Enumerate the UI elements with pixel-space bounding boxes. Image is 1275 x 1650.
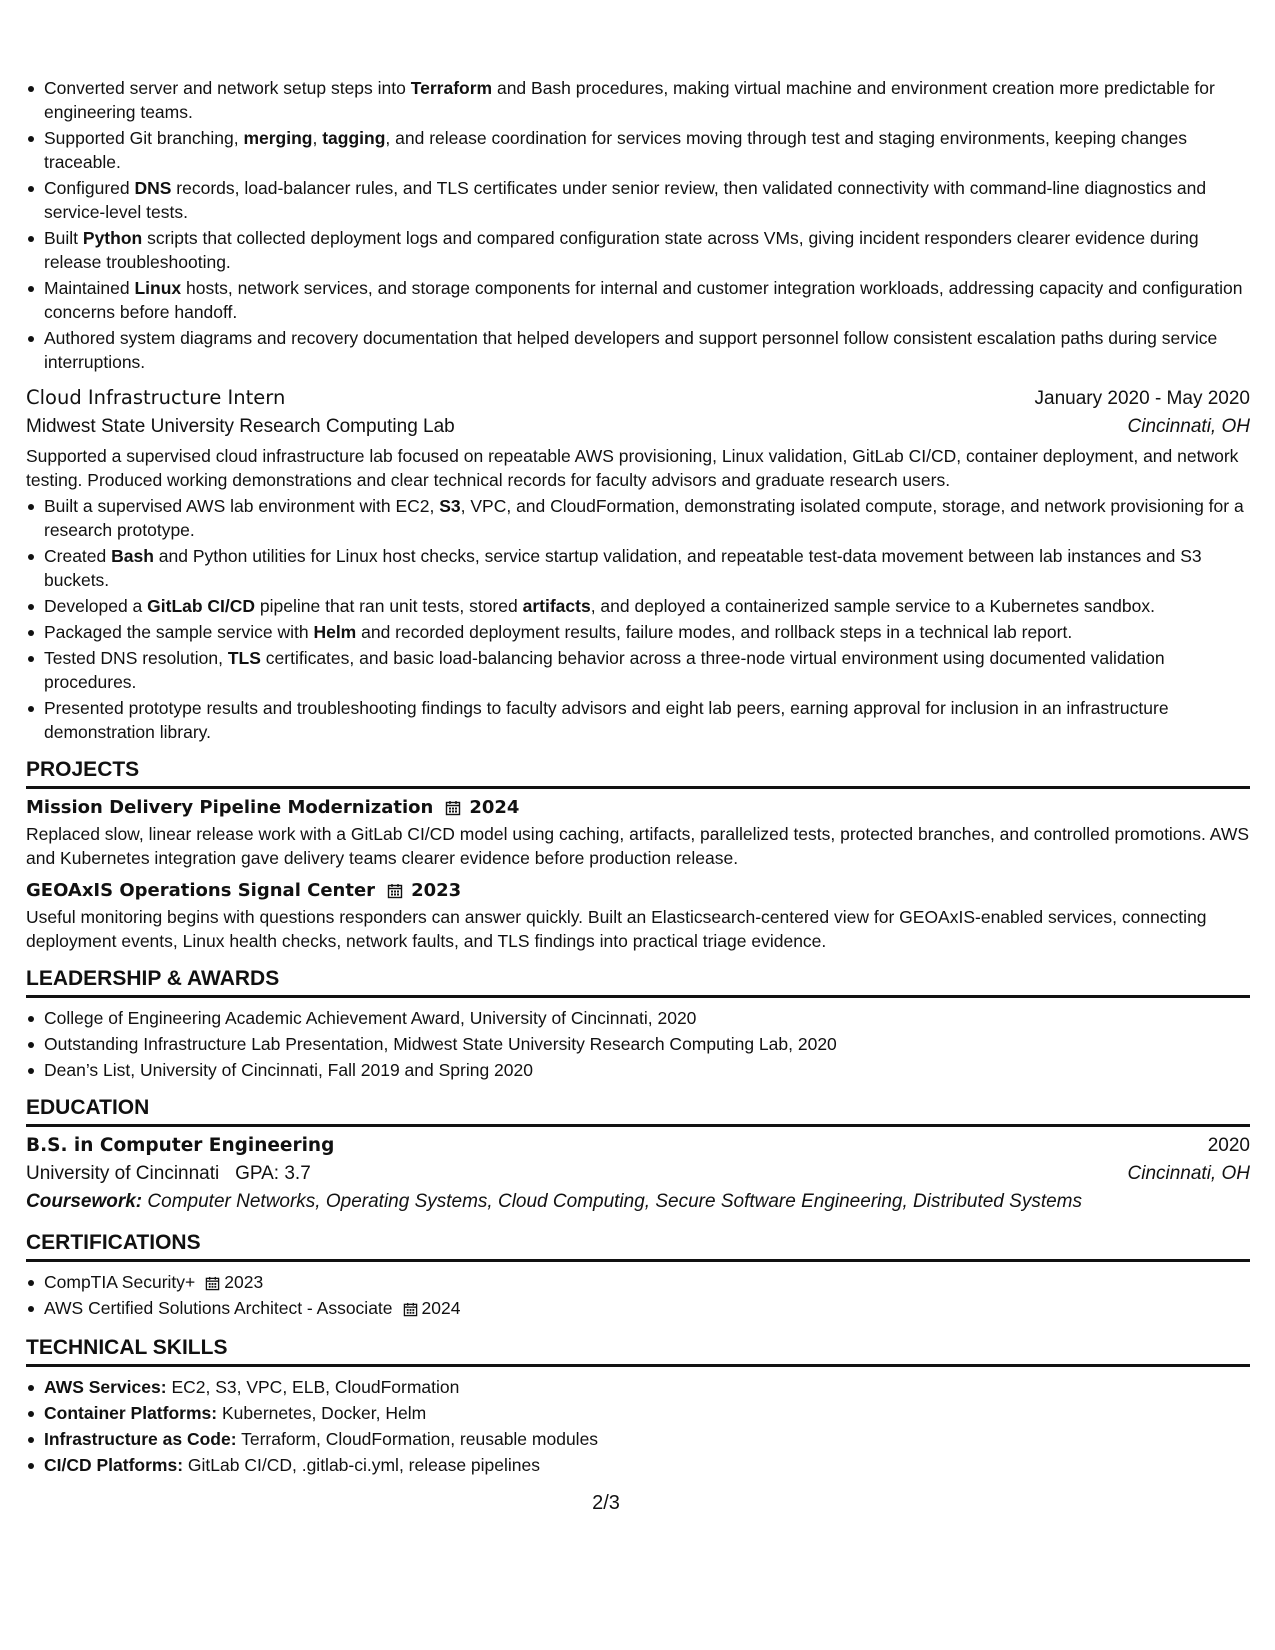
- list-item: Packaged the sample service with Helm and recorded deployment results, failure modes, and rollback steps in a technical lab report.: [44, 620, 1250, 644]
- project-year: 2023: [411, 880, 462, 901]
- job-summary: Supported a supervised cloud infrastructure lab focused on repeatable AWS provisioning, Linux validation, GitLab CI/CD, container deployment, and network testing. Produced working demonstrations and clear technical records for faculty advisors and graduate research users.: [26, 446, 1239, 490]
- page-number: 2/3: [592, 1492, 620, 1514]
- skills-heading: TECHNICAL SKILLS: [26, 1336, 1250, 1367]
- calendar-icon: [387, 883, 403, 899]
- skill-value: Kubernetes, Docker, Helm: [221, 1403, 427, 1423]
- job-organization: Midwest State University Research Computing Lab: [26, 416, 455, 437]
- list-item: [44, 1453, 1250, 1477]
- list-item: [44, 1375, 1250, 1399]
- gpa: GPA: 3.7: [235, 1163, 311, 1184]
- list-item: Created Bash and Python utilities for Linux host checks, service startup validation, and repeatable test-data movement between lab instances and S3 buckets.: [44, 544, 1250, 592]
- skills-list: [26, 1375, 1250, 1477]
- list-item: [44, 1401, 1250, 1425]
- calendar-icon: [403, 1302, 418, 1317]
- intern-job-bullets: [26, 494, 1250, 744]
- degree: B.S. in Computer Engineering: [26, 1135, 335, 1156]
- cert-year: 2024: [421, 1298, 461, 1318]
- list-item: Outstanding Infrastructure Lab Presentation, Midwest State University Research Computing Lab, 2020: [44, 1032, 1250, 1056]
- list-item: Built a supervised AWS lab environment with EC2, S3, VPC, and CloudFormation, demonstrating isolated compute, storage, and network provisioning for a research prototype.: [44, 494, 1250, 542]
- skill-value: GitLab CI/CD, .gitlab-ci.yml, release pipelines: [187, 1455, 541, 1475]
- certifications-heading: CERTIFICATIONS: [26, 1231, 1250, 1262]
- list-item: Presented prototype results and troubleshooting findings to faculty advisors and eight lab peers, earning approval for inclusion in an infrastructure demonstration library.: [44, 696, 1250, 744]
- list-item: Built Python scripts that collected deployment logs and compared configuration state across VMs, giving incident responders clearer evidence during release troubleshooting.: [44, 226, 1250, 274]
- list-item: Configured DNS records, load-balancer rules, and TLS certificates under senior review, then validated connectivity with command-line diagnostics and service-level tests.: [44, 176, 1250, 224]
- list-item: Tested DNS resolution, TLS certificates, and basic load-balancing behavior across a three-node virtual environment using documented validation procedures.: [44, 646, 1250, 694]
- skill-label: Infrastructure as Code:: [44, 1429, 237, 1449]
- projects-heading: PROJECTS: [26, 758, 1250, 789]
- graduation-year: 2020: [1207, 1135, 1250, 1156]
- cert-name: CompTIA Security+: [44, 1272, 196, 1292]
- coursework: Coursework: Computer Networks, Operating Systems, Cloud Computing, Secure Software Engineering, Distributed Systems: [26, 1191, 1082, 1212]
- calendar-icon: [445, 800, 461, 816]
- school: University of Cincinnati: [26, 1163, 220, 1184]
- project-title: Mission Delivery Pipeline Modernization: [26, 797, 434, 818]
- resume-page: [26, 76, 1250, 1479]
- awards-list: [26, 1006, 1250, 1082]
- awards-heading: LEADERSHIP & AWARDS: [26, 967, 1250, 998]
- calendar-icon: [205, 1276, 220, 1291]
- list-item: Authored system diagrams and recovery documentation that helped developers and support personnel follow consistent escalation paths during service interruptions.: [44, 326, 1250, 374]
- certifications-list: [26, 1270, 1250, 1320]
- prev-job-bullets: [26, 76, 1250, 374]
- project-item: [26, 880, 1250, 953]
- list-item: [44, 1427, 1250, 1451]
- project-description: Useful monitoring begins with questions responders can answer quickly. Built an Elasticsearch-centered view for GEOAxIS-enabled services, connecting deployment events, Linux health checks, network faults, and TLS findings into practical triage evidence.: [26, 907, 1207, 951]
- skill-label: CI/CD Platforms:: [44, 1455, 184, 1475]
- skill-value: EC2, S3, VPC, ELB, CloudFormation: [171, 1377, 460, 1397]
- cert-name: AWS Certified Solutions Architect - Associate: [44, 1298, 393, 1318]
- job-dates: January 2020 - May 2020: [1034, 388, 1250, 409]
- project-year: 2024: [469, 797, 520, 818]
- list-item: Maintained Linux hosts, network services, and storage components for internal and customer integration workloads, addressing capacity and configuration concerns before handoff.: [44, 276, 1250, 324]
- project-item: [26, 797, 1250, 870]
- list-item: [44, 1296, 1250, 1320]
- project-description: Replaced slow, linear release work with a GitLab CI/CD model using caching, artifacts, parallelized tests, protected branches, and controlled promotions. AWS and Kubernetes integration gave delivery teams clearer evidence before production release.: [26, 824, 1250, 868]
- skill-value: Terraform, CloudFormation, reusable modules: [241, 1429, 599, 1449]
- project-title: GEOAxIS Operations Signal Center: [26, 880, 376, 901]
- list-item: Converted server and network setup steps into Terraform and Bash procedures, making virtual machine and environment creation more predictable for engineering teams.: [44, 76, 1250, 124]
- list-item: [44, 1270, 1250, 1294]
- list-item: Dean’s List, University of Cincinnati, Fall 2019 and Spring 2020: [44, 1058, 1250, 1082]
- list-item: College of Engineering Academic Achievement Award, University of Cincinnati, 2020: [44, 1006, 1250, 1030]
- cert-year: 2023: [224, 1272, 264, 1292]
- education-heading: EDUCATION: [26, 1096, 1250, 1127]
- list-item: Supported Git branching, merging, tagging, and release coordination for services moving through test and staging environments, keeping changes traceable.: [44, 126, 1250, 174]
- list-item: Developed a GitLab CI/CD pipeline that ran unit tests, stored artifacts, and deployed a containerized sample service to a Kubernetes sandbox.: [44, 594, 1250, 618]
- school-location: Cincinnati, OH: [1127, 1163, 1250, 1184]
- skill-label: Container Platforms:: [44, 1403, 218, 1423]
- skill-label: AWS Services:: [44, 1377, 167, 1397]
- job-location: Cincinnati, OH: [1127, 416, 1250, 437]
- intern-job: [26, 386, 1250, 744]
- job-title: Cloud Infrastructure Intern: [26, 386, 286, 409]
